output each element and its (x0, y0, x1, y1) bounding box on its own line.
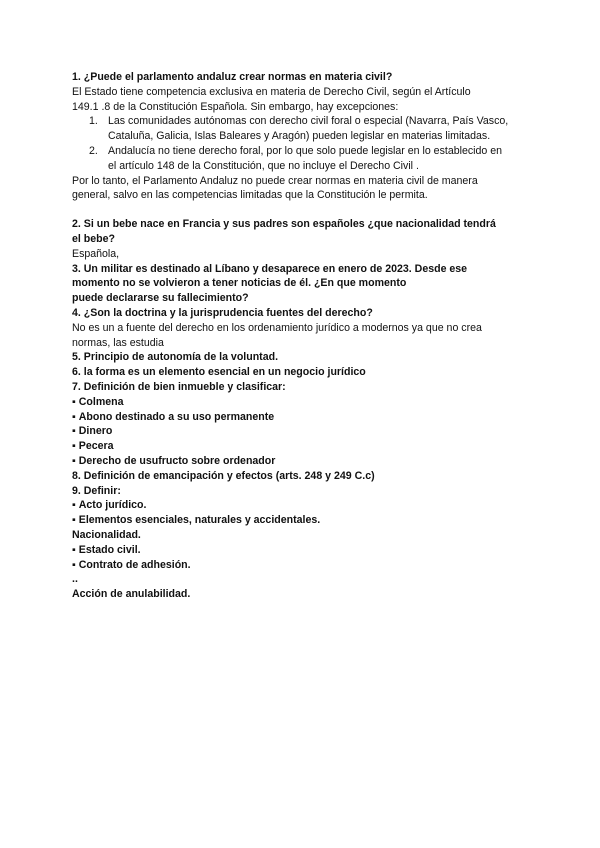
bullet-item: ▪ Dinero (72, 424, 532, 439)
dots-line: .. (72, 573, 78, 586)
bullet-item: ▪ Estado civil. (72, 543, 532, 558)
document-content (72, 70, 532, 602)
accion-anulabilidad-heading: Acción de anulabilidad. (72, 588, 191, 601)
question-1: 1. ¿Puede el parlamento andaluz crear normas en materia civil? (72, 71, 393, 83)
list-item (72, 114, 532, 144)
question-2-line-2: el bebe? (72, 232, 115, 245)
question-6: 6. la forma es un elemento esencial en un negocio jurídico (72, 366, 366, 379)
answer-1-intro-line-1: El Estado tiene competencia exclusiva en materia de Derecho Civil, según el Artículo (72, 85, 471, 98)
answer-1-list (72, 114, 532, 173)
list-item-line-1: Andalucía no tiene derecho foral, por lo que solo puede legislar en lo establecido en (108, 144, 503, 157)
bullet-item: ▪ Abono destinado a su uso permanente (72, 410, 532, 425)
question-8: 8. Definición de emancipación y efectos (arts. 248 y 249 C.c) (72, 469, 375, 482)
question-2-line-1: 2. Si un bebe nace en Francia y sus padres son españoles ¿que nacionalidad tendrá (72, 218, 496, 231)
answer-2: Española, (72, 247, 120, 260)
bullet-item: ▪ Derecho de usufructo sobre ordenador (72, 454, 532, 469)
list-item-line-2: Cataluña, Galicia, Islas Baleares y Aragón) pueden legislar en materias limitadas. (108, 130, 491, 143)
bullet-item: ▪ Colmena (72, 395, 532, 410)
answer-4-line-2: normas, las estudia (72, 336, 164, 349)
answer-1-intro-line-2: 149.1 .8 de la Constitución Española. Sin embargo, hay excepciones: (72, 100, 399, 113)
bullet-item: ▪ Acto jurídico. (72, 498, 532, 513)
question-4: 4. ¿Son la doctrina y la jurisprudencia fuentes del derecho? (72, 306, 373, 319)
list-item-number: 2. (89, 144, 98, 157)
question-3-line-2: momento no se volvieron a tener noticias de él. ¿En que momento (72, 277, 407, 290)
question-7: 7. Definición de bien inmueble y clasificar: (72, 380, 286, 393)
spacer (72, 203, 532, 217)
answer-1-conclusion-line-2: general, salvo en las competencias limitadas que la Constitución le permita. (72, 189, 428, 202)
question-3-line-1: 3. Un militar es destinado al Líbano y desaparece en enero de 2023. Desde ese (72, 262, 468, 275)
bullet-item: ▪ Elementos esenciales, naturales y accidentales. (72, 513, 532, 528)
question-9: 9. Definir: (72, 484, 121, 497)
answer-1-conclusion-line-1: Por lo tanto, el Parlamento Andaluz no puede crear normas en materia civil de manera (72, 174, 478, 187)
bullet-item: ▪ Pecera (72, 439, 532, 454)
list-item-number: 1. (89, 115, 98, 128)
bullet-item: ▪ Contrato de adhesión. (72, 558, 532, 573)
nacionalidad-heading: Nacionalidad. (72, 528, 141, 541)
list-item (72, 144, 532, 174)
question-3-line-3: puede declararse su fallecimiento? (72, 292, 249, 305)
list-item-line-1: Las comunidades autónomas con derecho civil foral o especial (Navarra, País Vasco, (108, 115, 509, 128)
list-item-line-2: el artículo 148 de la Constitución, que no incluye el Derecho Civil . (108, 159, 419, 172)
answer-4-line-1: No es un a fuente del derecho en los ordenamiento jurídico a modernos ya que no crea (72, 321, 482, 334)
question-5: 5. Principio de autonomía de la voluntad. (72, 351, 279, 364)
